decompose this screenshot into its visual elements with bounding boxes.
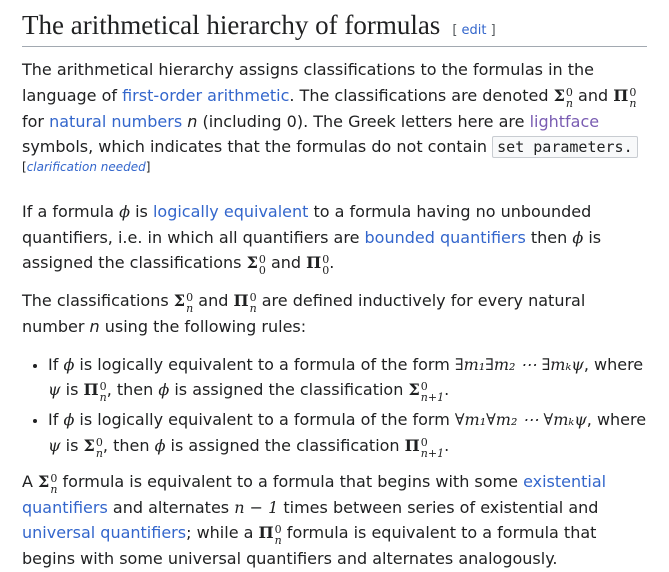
phi-symbol: ϕ — [119, 202, 131, 221]
link-natural-numbers[interactable]: natural numbers — [49, 111, 183, 131]
var-n: n — [187, 111, 198, 131]
section-heading — [22, 8, 647, 47]
edit-section-link[interactable]: edit — [461, 23, 487, 38]
link-existential-quantifiers[interactable]: existential quantifiers — [22, 471, 607, 517]
sigma-n-0: Σ — [83, 435, 95, 455]
sigma-0-0: Σ — [246, 253, 258, 272]
phi-symbol: ϕ — [63, 410, 75, 429]
rules-list — [22, 352, 647, 459]
link-universal-quantifiers[interactable]: universal quantifiers — [22, 523, 187, 542]
psi-symbol: ψ — [48, 435, 61, 455]
list-item-rule-forall: • If ϕ is logically equivalent to a formula of the form ∀m₁∀m₂ ⋯ ∀mₖψ, where ψ is Σ 0 n , then ϕ is assigned the classification Π 0 n+1 . — [48, 407, 647, 459]
expr-n-minus-1: n − 1 — [234, 497, 279, 517]
paragraph-intro: The arithmetical hierarchy assigns classifications to the formulas in the language of first-order arithmetic. The classifications are denoted Σ 0 n and Π 0 n for natural numbers n (including 0). The Greek letters here are lightface symbols, which indicates that the formulas do not contain set parameters.[clarification needed] — [22, 60, 637, 174]
section-title: The arithmetical hierarchy of formulas — [22, 10, 441, 40]
formula-exists: ∃m₁∃m₂ ⋯ ∃mₖψ — [454, 354, 584, 374]
link-lightface[interactable]: lightface — [529, 111, 600, 131]
set-parameters-code: set parameters. — [492, 136, 637, 158]
paragraph-alternation: A Σ 0 n formula is equivalent to a formula that begins with some existential quantifiers and alternates n − 1 times between series of existential and universal quantifiers; while a Π 0 n formula is equivalent to a formula that begins with some universal quantifiers and alternates analogously. — [22, 471, 607, 568]
sigma-n-0: Σ — [553, 85, 565, 105]
sigma-n-0: Σ — [173, 291, 186, 310]
clarification-needed-link[interactable]: clarification needed — [26, 159, 146, 174]
list-item-rule-exists: • If ϕ is logically equivalent to a formula of the form ∃m₁∃m₂ ⋯ ∃mₖψ, where ψ is Π 0 n , then ϕ is assigned the classification Σ 0 n+1 . — [48, 352, 647, 404]
link-first-order-arithmetic[interactable]: first-order arithmetic — [122, 85, 290, 105]
pi-n-0: Π — [83, 380, 99, 399]
pi-n-0: Π — [613, 85, 629, 105]
pi-n-0: Π — [258, 523, 274, 542]
paragraph-bounded: If a formula ϕ is logically equivalent to a formula having no unbounded quantifiers, i.e. in which all quantifiers are bounded quantifiers then ϕ is assigned the classifications Σ 0 0 and Π 0 0 . — [22, 202, 602, 277]
sigma-n1-0: Σ — [408, 380, 420, 399]
paragraph-inductive: The classifications Σ 0 n and Π 0 n are defined inductively for every natural number n using the following rules: — [22, 291, 586, 336]
pi-n-0: Π — [233, 291, 249, 310]
edit-section-link-wrapper: [ edit ] — [452, 23, 496, 38]
phi-symbol: ϕ — [572, 227, 584, 247]
clarification-needed: [clarification needed] — [22, 159, 151, 174]
sigma-n-0: Σ — [38, 471, 50, 491]
var-n: n — [89, 317, 100, 336]
link-logically-equivalent[interactable]: logically equivalent — [152, 202, 309, 221]
phi-symbol: ϕ — [154, 435, 166, 455]
phi-symbol: ϕ — [158, 380, 170, 399]
pi-n1-0: Π — [404, 435, 420, 455]
formula-forall: ∀m₁∀m₂ ⋯ ∀mₖψ — [454, 410, 587, 429]
psi-symbol: ψ — [48, 380, 61, 399]
phi-symbol: ϕ — [63, 354, 75, 374]
link-bounded-quantifiers[interactable]: bounded quantifiers — [364, 227, 526, 247]
pi-0-0: Π — [306, 253, 322, 272]
